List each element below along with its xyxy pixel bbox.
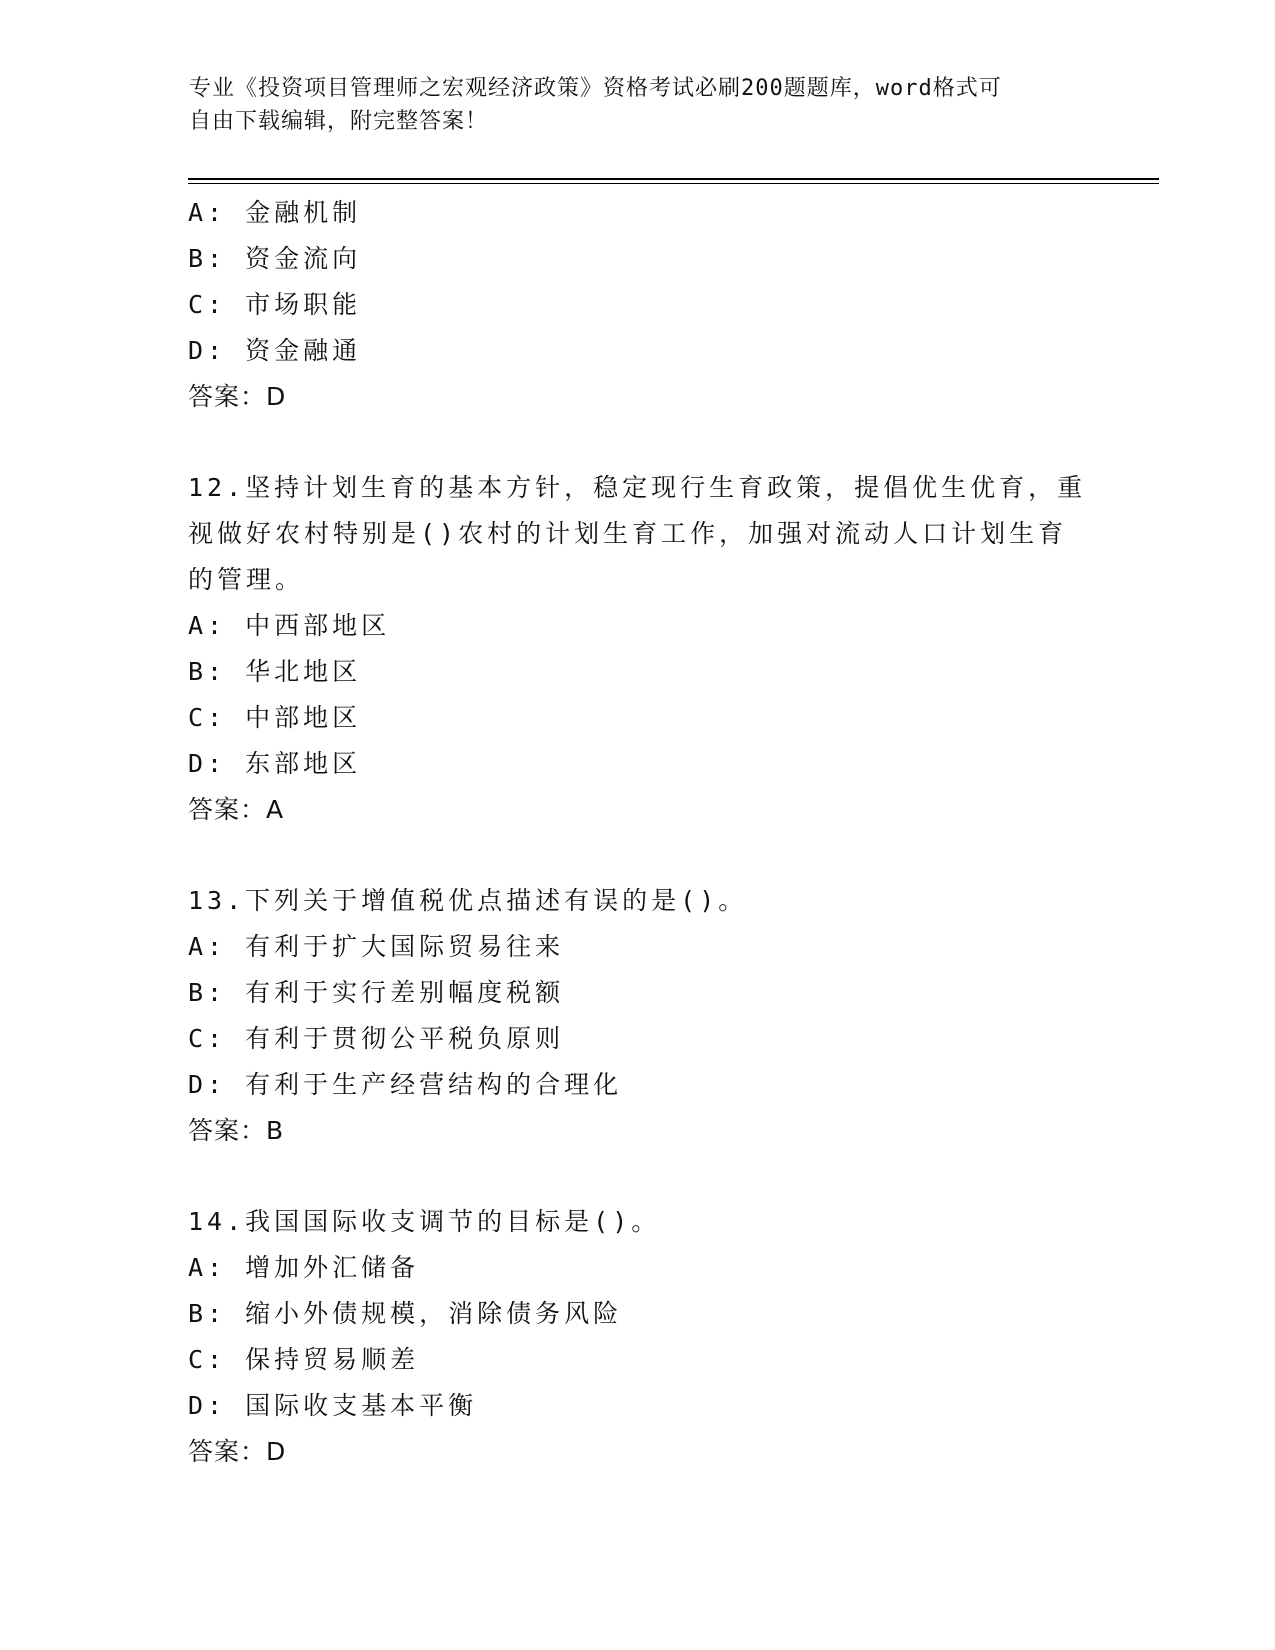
option-c: C: 保持贸易顺差 (188, 1345, 420, 1374)
question-text-line: 视做好农村特别是()农村的计划生育工作，加强对流动人口计划生育 (188, 519, 1068, 548)
option-a: A: 中西部地区 (188, 611, 391, 640)
option-b: B: 有利于实行差别幅度税额 (188, 978, 565, 1007)
question-text-line: 的管理。 (188, 565, 305, 594)
option-c: C: 市场职能 (188, 290, 362, 319)
question-block-14 (188, 1199, 1088, 1475)
answer-line: 答案：A (188, 795, 285, 824)
option-a: A: 增加外汇储备 (188, 1253, 420, 1282)
answer-line: 答案：B (188, 1116, 285, 1145)
question-block-11 (188, 190, 1088, 420)
question-text-line: 13.下列关于增值税优点描述有误的是()。 (188, 886, 748, 915)
option-b: B: 资金流向 (188, 244, 362, 273)
question-text-line: 12.坚持计划生育的基本方针，稳定现行生育政策，提倡优生优育，重 (188, 473, 1087, 502)
spacer (188, 833, 1088, 878)
spacer (188, 1154, 1088, 1199)
option-d: D: 资金融通 (188, 336, 362, 365)
option-a: A: 金融机制 (188, 198, 362, 227)
option-b: B: 华北地区 (188, 657, 362, 686)
question-block-12 (188, 465, 1088, 833)
option-d: D: 东部地区 (188, 749, 362, 778)
header-divider-thin (188, 183, 1159, 184)
answer-line: 答案：D (188, 1437, 287, 1466)
question-text-line: 14.我国国际收支调节的目标是()。 (188, 1207, 661, 1236)
spacer (188, 420, 1088, 465)
option-d: D: 有利于生产经营结构的合理化 (188, 1070, 623, 1099)
header-divider-thick (188, 178, 1159, 180)
option-c: C: 中部地区 (188, 703, 362, 732)
option-b: B: 缩小外债规模，消除债务风险 (188, 1299, 623, 1328)
option-a: A: 有利于扩大国际贸易往来 (188, 932, 565, 961)
header-line-2: 自由下载编辑，附完整答案！ (189, 109, 489, 134)
option-c: C: 有利于贯彻公平税负原则 (188, 1024, 565, 1053)
header-line-1: 专业《投资项目管理师之宏观经济政策》资格考试必刷200题题库，word格式可 (189, 76, 1002, 101)
option-d: D: 国际收支基本平衡 (188, 1391, 478, 1420)
document-header (189, 72, 1089, 138)
question-block-13 (188, 878, 1088, 1154)
question-list (188, 190, 1088, 1475)
answer-line: 答案：D (188, 382, 287, 411)
